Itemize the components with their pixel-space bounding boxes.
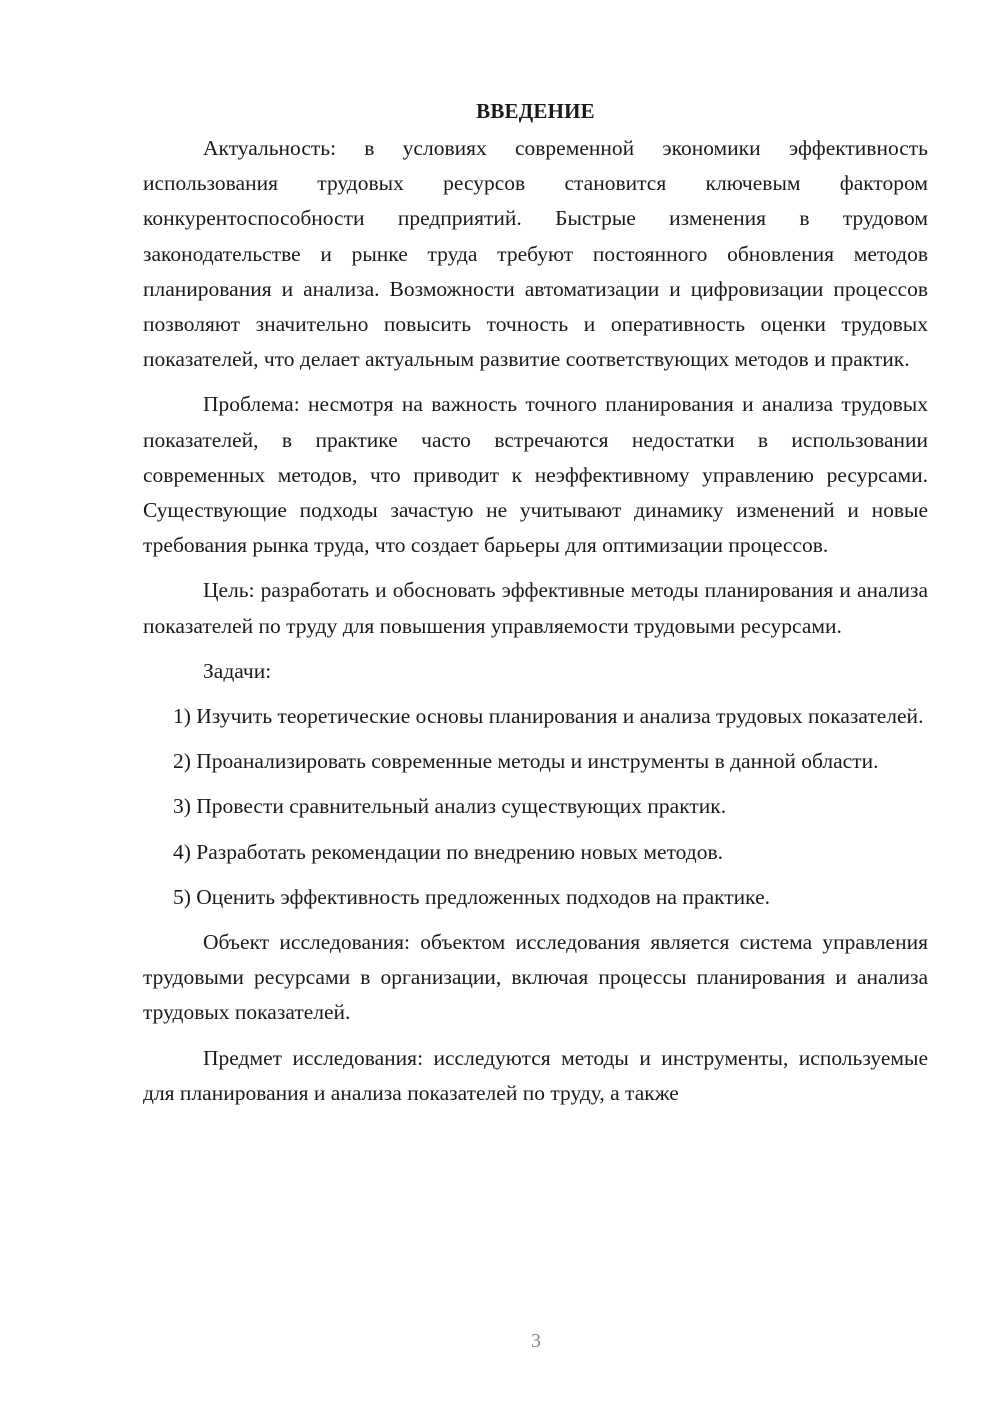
task-item-4: 4) Разработать рекомендации по внедрению новых методов. [173,839,724,864]
paragraph-subject: Предмет исследования: исследуются методы и инструменты, используемые для планирования и анализа показателей по труду, а также [143,1045,928,1105]
task-item-5: 5) Оценить эффективность предложенных подходов на практике. [173,884,771,909]
tasks-label: Задачи: [203,658,272,683]
paragraph-goal: Цель: разработать и обосновать эффективные методы планирования и анализа показателей по труду для повышения управляемости трудовыми ресурсами. [143,578,928,638]
page-number: 3 [531,1330,541,1352]
page-title: ВВЕДЕНИЕ [476,99,595,123]
paragraph-problem: Проблема: несмотря на важность точного планирования и анализа трудовых показателей, в практике часто встречаются недостатки в использовании современных методов, что приводит к неэффективному управлению ресурсами. Существующие подходы зачастую не учитывают динамику изменений и новые требования рынка труда, что создает барьеры для оптимизации процессов. [143,392,928,558]
task-item-1: 1) Изучить теоретические основы планирования и анализа трудовых показателей. [173,704,924,729]
task-item-2: 2) Проанализировать современные методы и инструменты в данной области. [173,749,879,774]
paragraph-object: Объект исследования: объектом исследования является система управления трудовыми ресурсами в организации, включая процессы планирования и анализа трудовых показателей. [143,930,928,1025]
task-item-3: 3) Провести сравнительный анализ существующих практик. [173,794,727,819]
page-content [143,96,928,1121]
paragraph-relevance: Актуальность: в условиях современной экономики эффективность использования трудовых ресурсов становится ключевым фактором конкурентоспособности предприятий. Быстрые изменения в трудовом законодательстве и рынке труда требуют постоянного обновления методов планирования и анализа. Возможности автоматизации и цифровизации процессов позволяют значительно повысить точность и оперативность оценки трудовых показателей, что делает актуальным развитие соответствующих методов и практик. [143,136,928,372]
